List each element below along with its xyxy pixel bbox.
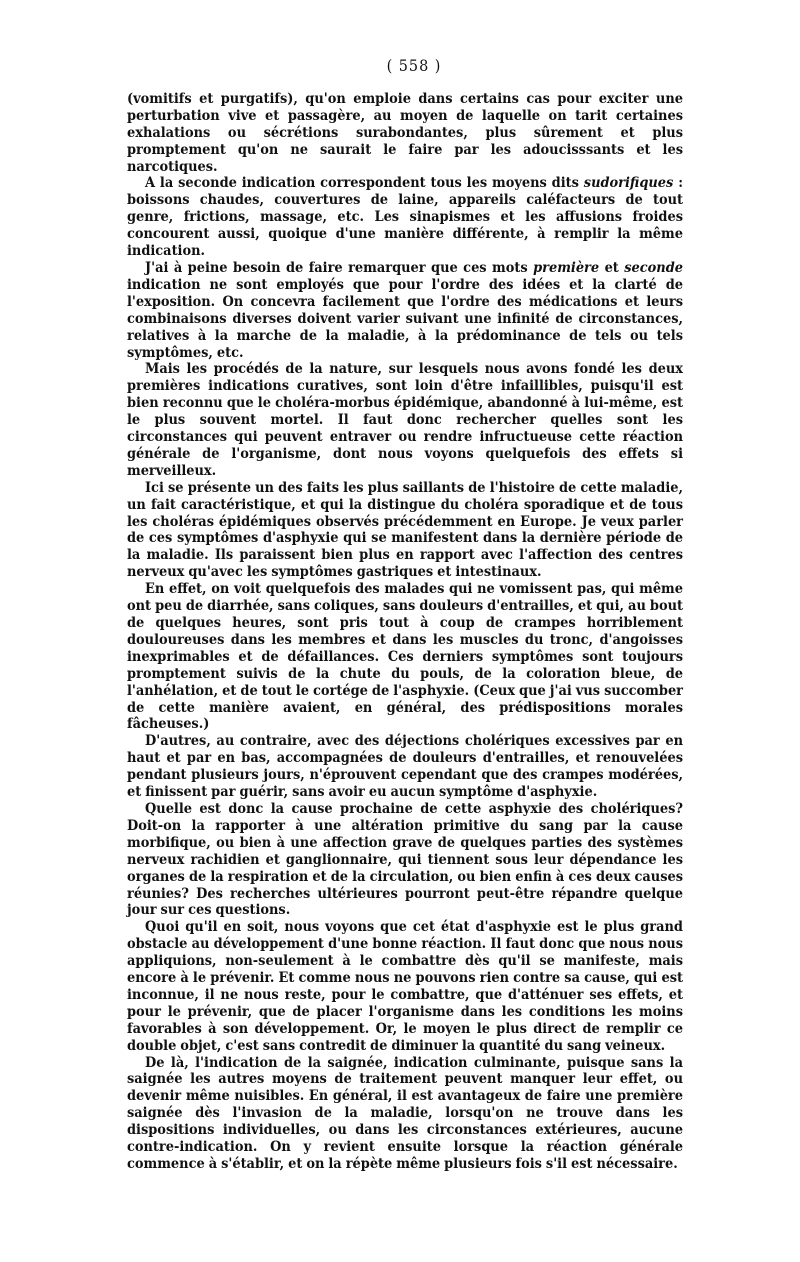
paragraph-3-text-c: indication ne sont employés que pour l'ordre des idées et la clarté de l'exposition. On concevra facilement que l'ordre des médications et leurs combinaisons diverses doivent varier suivant une infinité de circonstances, relatives à la marche de la maladie, à la prédominance de tels ou tels symptômes, etc.	[127, 275, 683, 361]
paragraph-3-text-a: J'ai à peine besoin de faire remarquer que ces mots	[145, 258, 534, 276]
page-number: ( 558 )	[386, 56, 442, 75]
paragraph-2	[127, 175, 683, 260]
book-page	[127, 58, 683, 1173]
paragraph-2-text-b: : boissons chaudes, couvertures de laine, appareils caléfacteurs de tout genre, frictions, massage, etc. Les sinapismes et les affusions froides concourent aussi, quoique d'une manière différente, à remplir la même indication.	[127, 174, 683, 260]
emphasis-sudorifiques: sudorifiques	[583, 174, 674, 192]
paragraph-4: Mais les procédés de la nature, sur lesquels nous avons fondé les deux premières indications curatives, sont loin d'être infaillibles, puisqu'il est bien reconnu que le choléra-morbus épidémique, abandonné à lui-même, est le plus souvent mortel. Il faut donc rechercher quelles sont les circonstances qui peuvent entraver ou rendre infructueuse cette réaction générale de l'organisme, dont nous voyons quelquefois des effets si merveilleux.	[127, 360, 683, 479]
paragraph-5: Ici se présente un des faits les plus saillants de l'histoire de cette maladie, un fait caractéristique, et qui la distingue du choléra sporadique et de tous les choléras épidémiques observés précédemment en Europe. Je veux parler de ces symptômes d'asphyxie qui se manifestent dans la dernière période de la maladie. Ils paraissent bien plus en rapport avec l'affection des centres nerveux qu'avec les symptômes gastriques et intestinaux.	[127, 478, 683, 581]
paragraph-8: Quelle est donc la cause prochaine de cette asphyxie des cholériques? Doit-on la rapporter à une altération primitive du sang par la cause morbifique, ou bien à une affection grave de quelques parties des systèmes nerveux rachidien et ganglionnaire, qui tiennent sous leur dépendance les organes de la respiration et de la circulation, ou bien enfin à ces deux causes réunies? Des recherches ultérieures pourront peut-être répandre quelque jour sur ces questions.	[127, 799, 683, 919]
paragraph-7: D'autres, au contraire, avec des déjections cholériques excessives par en haut et par en bas, accompagnées de douleurs d'entrailles, et renouvelées pendant plusieurs jours, n'éprouvent cependant que des crampes modérées, et finissent par guérir, sans avoir eu aucun symptôme d'asphyxie.	[127, 732, 683, 801]
paragraph-3-text-b: et	[599, 258, 625, 276]
paragraph-1: (vomitifs et purgatifs), qu'on emploie dans certains cas pour exciter une perturbation vive et passagère, au moyen de laquelle on tarit certaines exhalations ou sécrétions surabondantes, plus sûrement et plus promptement qu'on ne saurait le faire par les adoucisssants et les narcotiques.	[127, 89, 683, 175]
emphasis-premiere: première	[533, 258, 600, 276]
paragraph-9: Quoi qu'il en soit, nous voyons que cet état d'asphyxie est le plus grand obstacle au développement d'une bonne réaction. Il faut donc que nous nous appliquions, non-seulement à le combattre dès qu'il se manifeste, mais encore à le prévenir. Et comme nous ne pouvons rien contre sa cause, qui est inconnue, il ne nous reste, pour le combattre, que d'atténuer ses effets, et pour le prévenir, que de placer l'organisme dans les conditions les moins favorables à son développement. Or, le moyen le plus direct de remplir ce double objet, c'est sans contredit de diminuer la quantité du sang veineux.	[127, 918, 683, 1054]
emphasis-seconde: seconde	[624, 258, 683, 276]
paragraph-6: En effet, on voit quelquefois des malades qui ne vomissent pas, qui même ont peu de diarrhée, sans coliques, sans douleurs d'entrailles, et qui, au bout de quelques heures, sont pris tout à coup de crampes horriblement douloureuses dans les membres et dans les muscles du tronc, d'angoisses inexprimables et de défaillances. Ces derniers symptômes sont toujours promptement suivis de la chute du pouls, de la coloration bleue, de l'anhélation, et de tout le cortége de l'asphyxie. (Ceux que j'ai vus succomber de cette manière avaient, en général, des prédispositions morales fâcheuses.)	[127, 580, 683, 733]
paragraph-10: De là, l'indication de la saignée, indication culminante, puisque sans la saignée les autres moyens de traitement peuvent manquer leur effet, ou devenir même nuisibles. En général, il est avantageux de faire une première saignée dès l'invasion de la maladie, lorsqu'on ne trouve dans les dispositions individuelles, ou dans les circonstances extérieures, aucune contre-indication. On y revient ensuite lorsque la réaction générale commence à s'établir, et on la répète même plusieurs fois s'il est nécessaire.	[127, 1053, 683, 1172]
paragraph-2-text-a: A la seconde indication correspondent tous les moyens dits	[145, 174, 584, 192]
paragraph-3	[127, 260, 683, 361]
